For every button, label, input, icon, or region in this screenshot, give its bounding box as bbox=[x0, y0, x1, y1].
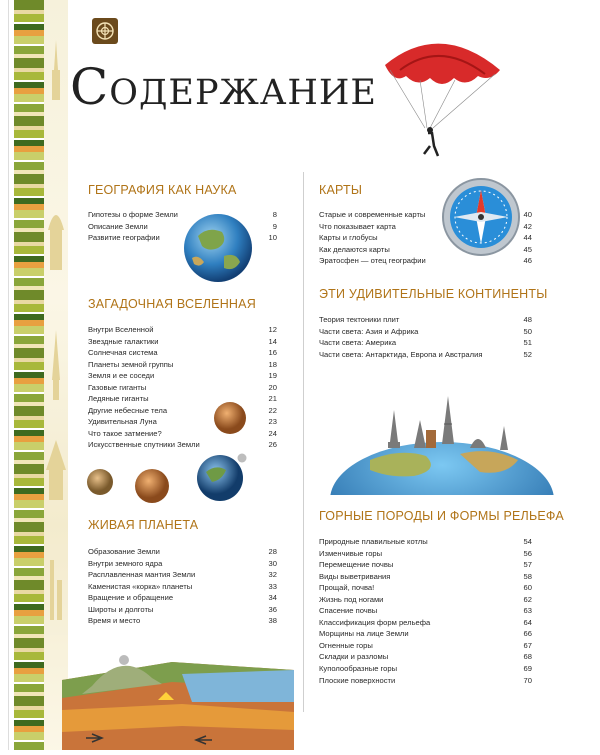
toc-entry-label: Описание Земли bbox=[88, 221, 148, 231]
toc-entry-page: 38 bbox=[268, 616, 277, 626]
toc-entry-label: Жизнь под ногами bbox=[319, 594, 384, 604]
toc-entry-page: 16 bbox=[268, 348, 277, 358]
toc-entry-label: Виды выветривания bbox=[319, 571, 391, 581]
toc-entry-label: Что такое затмение? bbox=[88, 428, 162, 438]
toc-entry-label: Огненные горы bbox=[319, 640, 373, 650]
section-title-living-planet: ЖИВАЯ ПЛАНЕТА bbox=[88, 518, 199, 532]
toc-entry-label: Гипотезы о форме Земли bbox=[88, 210, 178, 219]
toc-entry-page: 52 bbox=[523, 349, 532, 359]
toc-entry[interactable] bbox=[319, 326, 532, 338]
toc-entry[interactable] bbox=[88, 370, 277, 382]
toc-entry[interactable] bbox=[88, 592, 277, 604]
toc-entry-page: 36 bbox=[268, 604, 277, 614]
toc-living-planet bbox=[88, 546, 277, 627]
toc-entry[interactable] bbox=[88, 558, 277, 570]
toc-entry-label: Части света: Азия и Африка bbox=[319, 326, 419, 336]
toc-entry-label: Классификация форм рельефа bbox=[319, 617, 431, 627]
toc-entry-page: 46 bbox=[523, 256, 532, 266]
section-title-continents: ЭТИ УДИВИТЕЛЬНЫЕ КОНТИНЕНТЫ bbox=[319, 287, 548, 301]
toc-entry[interactable] bbox=[319, 337, 532, 349]
toc-entry-label: Старые и современные карты bbox=[319, 210, 426, 219]
toc-entry-page: 32 bbox=[268, 570, 277, 580]
toc-entry-page: 30 bbox=[268, 558, 277, 568]
toc-entry-page: 63 bbox=[523, 606, 532, 616]
toc-entry-page: 10 bbox=[268, 233, 277, 243]
toc-entry-page: 62 bbox=[523, 594, 532, 604]
toc-entry-label: Искусственные спутники Земли bbox=[88, 440, 200, 450]
landmark-silhouettes-icon bbox=[44, 0, 68, 750]
toc-entry[interactable] bbox=[88, 382, 277, 394]
toc-entry-label: Прощай, почва! bbox=[319, 583, 375, 593]
toc-entry[interactable] bbox=[319, 582, 532, 594]
earth-globe-image bbox=[178, 208, 258, 288]
toc-entry-page: 21 bbox=[268, 394, 277, 404]
toc-entry[interactable] bbox=[319, 548, 532, 560]
toc-entry-page: 12 bbox=[268, 325, 277, 334]
toc-entry[interactable] bbox=[319, 571, 532, 583]
toc-entry[interactable] bbox=[319, 349, 532, 361]
toc-entry-page: 18 bbox=[268, 359, 277, 369]
toc-entry-label: Образование Земли bbox=[88, 547, 160, 556]
toc-entry[interactable] bbox=[88, 324, 277, 336]
toc-entry-page: 23 bbox=[268, 417, 277, 427]
earth-layers-diagram-image bbox=[62, 640, 294, 750]
toc-entry[interactable] bbox=[319, 675, 532, 687]
decorative-silhouette-border bbox=[44, 0, 68, 750]
toc-entry-label: Теория тектоники плит bbox=[319, 315, 400, 324]
toc-entry[interactable] bbox=[319, 536, 532, 548]
toc-entry[interactable] bbox=[88, 336, 277, 348]
toc-entry-label: Перемещение почвы bbox=[319, 560, 394, 570]
toc-entry-page: 60 bbox=[523, 583, 532, 593]
toc-entry-page: 19 bbox=[268, 371, 277, 381]
section-title-universe: ЗАГАДОЧНАЯ ВСЕЛЕННАЯ bbox=[88, 297, 256, 311]
toc-entry-label: Каменистая «корка» планеты bbox=[88, 581, 193, 591]
toc-entry-page: 64 bbox=[523, 617, 532, 627]
toc-entry[interactable] bbox=[88, 581, 277, 593]
toc-entry[interactable] bbox=[88, 546, 277, 558]
toc-entry-page: 45 bbox=[523, 244, 532, 254]
toc-entry-label: Солнечная система bbox=[88, 348, 158, 358]
toc-entry-page: 44 bbox=[523, 233, 532, 243]
toc-entry-page: 68 bbox=[523, 652, 532, 662]
toc-entry-label: Земля и ее соседи bbox=[88, 371, 155, 381]
toc-entry-label: Расплавленная мантия Земли bbox=[88, 570, 196, 580]
toc-entry-label: Части света: Антарктида, Европа и Австралия bbox=[319, 349, 483, 359]
toc-entry-page: 66 bbox=[523, 629, 532, 639]
toc-entry[interactable] bbox=[88, 604, 277, 616]
toc-entry-page: 24 bbox=[268, 428, 277, 438]
toc-entry-page: 42 bbox=[523, 221, 532, 231]
toc-entry-label: Природные плавильные котлы bbox=[319, 537, 428, 546]
toc-entry-page: 33 bbox=[268, 581, 277, 591]
toc-entry-page: 56 bbox=[523, 548, 532, 558]
toc-rocks bbox=[319, 536, 532, 686]
parachutist-image bbox=[380, 30, 510, 170]
toc-entry-label: Другие небесные тела bbox=[88, 405, 168, 415]
toc-entry[interactable] bbox=[319, 640, 532, 652]
toc-entry-page: 8 bbox=[272, 210, 277, 219]
toc-entry-page: 20 bbox=[268, 382, 277, 392]
toc-entry[interactable] bbox=[319, 651, 532, 663]
toc-entry-label: Морщины на лице Земли bbox=[319, 629, 409, 639]
toc-entry-label: Внутри Вселенной bbox=[88, 325, 154, 334]
toc-entry-label: Газовые гиганты bbox=[88, 382, 147, 392]
section-title-rocks: ГОРНЫЕ ПОРОДЫ И ФОРМЫ РЕЛЬЕФА bbox=[319, 509, 564, 523]
toc-entry-label: Спасение почвы bbox=[319, 606, 378, 616]
toc-entry-label: Как делаются карты bbox=[319, 244, 390, 254]
toc-entry-label: Эратосфен — отец географии bbox=[319, 256, 426, 266]
toc-entry-page: 50 bbox=[523, 326, 532, 336]
toc-entry[interactable] bbox=[319, 559, 532, 571]
toc-entry-page: 67 bbox=[523, 640, 532, 650]
toc-entry-page: 69 bbox=[523, 664, 532, 674]
toc-entry-page: 40 bbox=[523, 210, 532, 219]
toc-entry[interactable] bbox=[319, 663, 532, 675]
toc-entry-label: Планеты земной группы bbox=[88, 359, 174, 369]
page-title: Содержание bbox=[70, 58, 377, 116]
toc-entry[interactable] bbox=[319, 314, 532, 326]
toc-entry-page: 54 bbox=[523, 537, 532, 546]
toc-entry[interactable] bbox=[319, 617, 532, 629]
toc-entry-page: 22 bbox=[268, 405, 277, 415]
toc-entry-label: Части света: Америка bbox=[319, 338, 397, 348]
toc-entry-label: Что показывает карта bbox=[319, 221, 396, 231]
toc-entry-label: Широты и долготы bbox=[88, 604, 154, 614]
toc-entry-label: Вращение и обращение bbox=[88, 593, 174, 603]
toc-entry-page: 57 bbox=[523, 560, 532, 570]
toc-entry-label: Время и место bbox=[88, 616, 141, 626]
toc-entry[interactable] bbox=[88, 569, 277, 581]
toc-entry-page: 14 bbox=[268, 336, 277, 346]
decorative-stripe-border bbox=[14, 0, 44, 750]
toc-entry-page: 9 bbox=[272, 221, 277, 231]
toc-entry-label: Складки и разломы bbox=[319, 652, 389, 662]
toc-entry-label: Звездные галактики bbox=[88, 336, 159, 346]
toc-entry[interactable] bbox=[88, 359, 277, 371]
toc-entry[interactable] bbox=[319, 594, 532, 606]
toc-entry-label: Карты и глобусы bbox=[319, 233, 378, 243]
toc-entry-label: Куполообразные горы bbox=[319, 664, 398, 674]
compass-rose-icon bbox=[95, 21, 115, 41]
planets-image bbox=[84, 398, 264, 508]
publisher-logo bbox=[92, 18, 118, 44]
toc-continents bbox=[319, 314, 532, 360]
world-landmarks-image bbox=[330, 390, 555, 495]
section-title-geography: ГЕОГРАФИЯ КАК НАУКА bbox=[88, 183, 237, 197]
compass-image bbox=[440, 176, 522, 258]
toc-entry[interactable] bbox=[88, 615, 277, 627]
toc-entry[interactable] bbox=[88, 347, 277, 359]
toc-entry-page: 51 bbox=[523, 338, 532, 348]
section-title-maps: КАРТЫ bbox=[319, 183, 363, 197]
toc-entry-page: 28 bbox=[268, 547, 277, 556]
toc-entry-page: 26 bbox=[268, 440, 277, 450]
toc-entry-page: 48 bbox=[523, 315, 532, 324]
toc-entry[interactable] bbox=[319, 605, 532, 617]
toc-entry-label: Плоские поверхности bbox=[319, 675, 396, 685]
toc-entry-page: 58 bbox=[523, 571, 532, 581]
toc-entry-page: 70 bbox=[523, 675, 532, 685]
toc-entry[interactable] bbox=[319, 628, 532, 640]
toc-entry-page: 34 bbox=[268, 593, 277, 603]
toc-entry-label: Ледяные гиганты bbox=[88, 394, 149, 404]
toc-entry-label: Внутри земного ядра bbox=[88, 558, 163, 568]
toc-entry-label: Изменчивые горы bbox=[319, 548, 383, 558]
toc-entry-label: Удивительная Луна bbox=[88, 417, 157, 427]
toc-entry-label: Развитие географии bbox=[88, 233, 160, 243]
column-divider bbox=[303, 172, 304, 712]
